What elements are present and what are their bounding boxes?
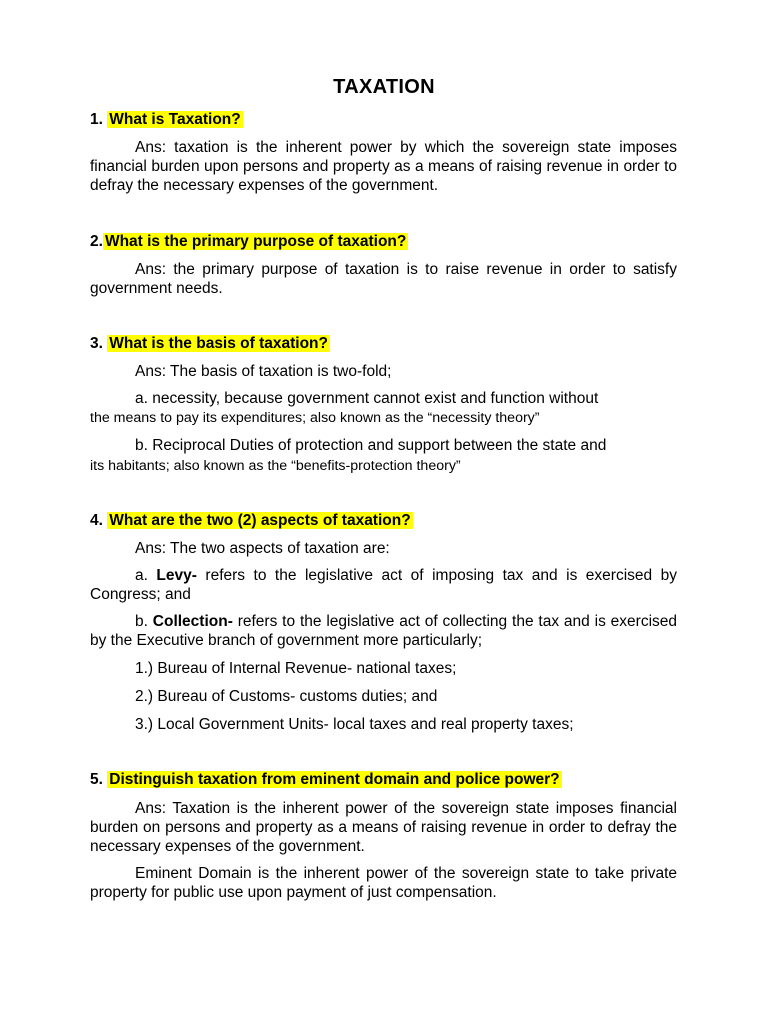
- question-number: 2.: [90, 233, 103, 250]
- answer-3-intro: Ans: The basis of taxation is two-fold;: [135, 363, 392, 380]
- answer-4-intro: Ans: The two aspects of taxation are:: [135, 540, 390, 557]
- answer-1: Ans: taxation is the inherent power by which the sovereign state imposes financial burden upon persons and property as a means of raising revenue in order to defray the necessary expenses of the government.: [90, 139, 677, 194]
- levy-prefix: a.: [135, 567, 157, 584]
- question-number: 1.: [90, 111, 103, 128]
- answer-3-item-b-line2: its habitants; also known as the “benefits-protection theory”: [90, 458, 461, 474]
- question-1: [90, 111, 243, 129]
- collection-text: refers to the legislative act of collecting the tax and is exercised by the Executive branch of government more particularly;: [90, 613, 678, 649]
- answer-2: Ans: the primary purpose of taxation is to raise revenue in order to satisfy government needs.: [90, 261, 677, 297]
- collection-prefix: b.: [135, 613, 153, 630]
- levy-text: refers to the legislative act of imposing tax and is exercised by Congress; and: [90, 567, 678, 603]
- question-3: [90, 335, 330, 353]
- answer-5-taxation: Ans: Taxation is the inherent power of the sovereign state imposes financial burden on persons and property as a means of raising revenue in order to defray the necessary expenses of the government.: [90, 800, 677, 855]
- question-5: [90, 771, 562, 789]
- question-text-highlighted: What is the primary purpose of taxation?: [104, 233, 407, 250]
- list-item: 3.) Local Government Units- local taxes and real property taxes;: [135, 716, 574, 733]
- answer-3-item-a-line1: a. necessity, because government cannot exist and function without: [135, 390, 599, 407]
- question-2: [90, 233, 408, 251]
- document-title: TAXATION: [333, 76, 435, 98]
- collection-term: Collection-: [152, 613, 233, 630]
- question-4: [90, 512, 413, 530]
- question-number: 5.: [90, 771, 103, 788]
- question-text-highlighted: What is Taxation?: [109, 111, 241, 128]
- answer-3-item-b-line1: b. Reciprocal Duties of protection and support between the state and: [135, 437, 607, 454]
- question-number: 3.: [90, 335, 103, 352]
- list-item: 2.) Bureau of Customs- customs duties; and: [135, 688, 438, 705]
- answer-4-levy: [90, 567, 677, 605]
- answer-5-eminent-domain: Eminent Domain is the inherent power of the sovereign state to take private property for public use upon payment of just compensation.: [90, 865, 677, 901]
- levy-term: Levy-: [156, 567, 197, 584]
- question-text-highlighted: Distinguish taxation from eminent domain and police power?: [109, 771, 560, 788]
- question-text-highlighted: What are the two (2) aspects of taxation?: [109, 512, 411, 529]
- list-item: 1.) Bureau of Internal Revenue- national taxes;: [135, 660, 457, 677]
- question-text-highlighted: What is the basis of taxation?: [109, 335, 328, 352]
- answer-3-item-a-line2: the means to pay its expenditures; also known as the “necessity theory”: [90, 410, 540, 426]
- question-number: 4.: [90, 512, 103, 529]
- answer-4-collection: [90, 613, 677, 651]
